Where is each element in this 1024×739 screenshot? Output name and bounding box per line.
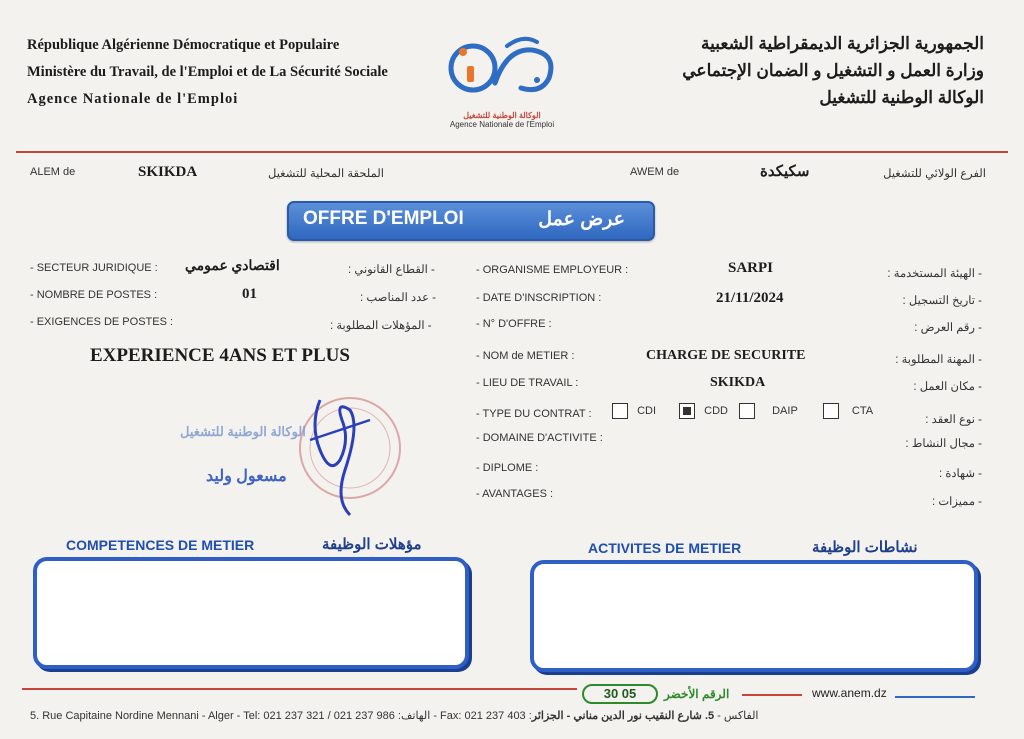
website-link[interactable]: www.anem.dz bbox=[812, 686, 887, 700]
offre-label-ar: - رقم العرض : bbox=[914, 322, 982, 334]
metier-value: CHARGE DE SECURITE bbox=[646, 348, 806, 363]
contrat-label-ar: - نوع العقد : bbox=[925, 414, 982, 426]
agency-name-ar: الوكالة الوطنية للتشغيل bbox=[819, 88, 984, 107]
anem-logo-icon bbox=[437, 28, 567, 108]
logo-caption-ar: الوكالة الوطنية للتشغيل bbox=[463, 111, 541, 120]
anem-logo bbox=[432, 28, 572, 143]
header-divider bbox=[16, 151, 1008, 153]
postes-label-ar: - عدد المناصب : bbox=[360, 292, 437, 304]
postes-value: 01 bbox=[242, 286, 257, 302]
diplome-label: - DIPLOME : bbox=[476, 462, 539, 474]
offer-title-ar: عرض عمل bbox=[538, 209, 625, 230]
option-cdd: CDD bbox=[704, 404, 728, 417]
checkbox-cta[interactable] bbox=[823, 403, 839, 419]
postes-label: - NOMBRE DE POSTES : bbox=[30, 289, 158, 301]
checkbox-cdi[interactable] bbox=[612, 403, 628, 419]
green-number-label-ar: الرقم الأخضر bbox=[664, 687, 730, 701]
secteur-label: - SECTEUR JURIDIQUE : bbox=[30, 262, 158, 274]
offre-label: - N° D'OFFRE : bbox=[476, 318, 552, 330]
domaine-label: - DOMAINE D'ACTIVITE : bbox=[476, 432, 603, 444]
offer-title-banner bbox=[287, 201, 655, 241]
option-cta: CTA bbox=[851, 404, 874, 417]
green-number: 30 05 bbox=[603, 686, 637, 701]
alem-label-ar: الملحقة المحلية للتشغيل bbox=[268, 168, 384, 180]
alem-value: SKIKDA bbox=[138, 164, 198, 180]
competences-title-ar: مؤهلات الوظيفة bbox=[322, 536, 422, 553]
republic-name-fr: République Algérienne Démocratique et Populaire bbox=[27, 37, 340, 53]
activites-title: ACTIVITES DE METIER bbox=[588, 540, 742, 556]
awem-value: سكيكدة bbox=[760, 164, 810, 180]
activites-title-ar: نشاطات الوظيفة bbox=[812, 539, 918, 556]
competences-title: COMPETENCES DE METIER bbox=[66, 537, 255, 553]
stamp-ar: الوكالة الوطنية للتشغيل bbox=[180, 424, 306, 439]
alem-label: ALEM de bbox=[30, 166, 76, 178]
exigences-label: - EXIGENCES DE POSTES : bbox=[30, 316, 174, 328]
agency-name-fr: Agence Nationale de l'Emploi bbox=[27, 91, 239, 107]
org-label: - ORGANISME EMPLOYEUR : bbox=[476, 264, 629, 276]
footer-blue-line bbox=[895, 696, 975, 698]
green-number-badge bbox=[582, 684, 658, 704]
activites-panel[interactable] bbox=[530, 560, 978, 672]
contrat-options bbox=[612, 403, 873, 419]
exigences-label-ar: - المؤهلات المطلوبة : bbox=[330, 320, 432, 332]
checkbox-daip[interactable] bbox=[739, 403, 755, 419]
avantages-label-ar: - مميزات : bbox=[931, 496, 982, 508]
footer-address-ar: 5. شارع النقيب نور الدين مناني - الجزائر bbox=[531, 710, 715, 722]
header-ar bbox=[682, 30, 984, 111]
secteur-label-ar: - القطاع القانوني : bbox=[348, 264, 435, 276]
ministry-name-fr: Ministère du Travail, de l'Emploi et de La Sécurité Sociale bbox=[27, 64, 388, 80]
org-value: SARPI bbox=[728, 260, 774, 276]
lieu-value: SKIKDA bbox=[710, 375, 766, 390]
offer-title-fr: OFFRE D'EMPLOI bbox=[303, 208, 464, 229]
republic-name-ar: الجمهورية الجزائرية الديمقراطية الشعبية bbox=[701, 34, 984, 53]
exigences-value: EXPERIENCE 4ANS ET PLUS bbox=[90, 345, 350, 366]
ministry-name-ar: وزارة العمل و التشغيل و الضمان الإجتماعي bbox=[682, 61, 984, 80]
awem-label: AWEM de bbox=[630, 166, 680, 178]
footer-red-line-2 bbox=[742, 694, 802, 696]
contrat-label: - TYPE DU CONTRAT : bbox=[476, 408, 592, 420]
checkbox-cdd[interactable] bbox=[679, 403, 695, 419]
stamp-name: مسعول وليد bbox=[206, 468, 287, 485]
footer-red-line bbox=[22, 688, 577, 690]
footer-address bbox=[30, 709, 759, 722]
metier-label-ar: - المهنة المطلوبة : bbox=[895, 354, 982, 366]
secteur-value: اقتصادي عمومي bbox=[185, 259, 280, 274]
domaine-label-ar: - مجال النشاط : bbox=[905, 438, 982, 450]
org-label-ar: - الهيئة المستخدمة : bbox=[887, 268, 982, 280]
official-stamp bbox=[170, 380, 410, 520]
metier-label: - NOM de METIER : bbox=[476, 350, 575, 362]
date-value: 21/11/2024 bbox=[716, 290, 784, 306]
header-fr bbox=[27, 32, 388, 113]
date-label-ar: - تاريخ التسجيل : bbox=[902, 295, 982, 307]
diplome-label-ar: - شهادة : bbox=[938, 468, 982, 480]
logo-caption-fr: Agence Nationale de l'Emploi bbox=[449, 120, 555, 129]
competences-panel[interactable] bbox=[33, 557, 469, 669]
lieu-label-ar: - مكان العمل : bbox=[913, 381, 982, 393]
stamp-signature-icon bbox=[170, 380, 410, 520]
footer-address-fr: 5. Rue Capitaine Nordine Mennani - Alger - Tel: 021 237 321 / 021 237 986 :الهاتف - Fax: 021 237 403 :الفاكس - bbox=[30, 710, 759, 722]
awem-label-ar: الفرع الولائي للتشغيل bbox=[883, 168, 986, 180]
date-label: - DATE D'INSCRIPTION : bbox=[476, 292, 602, 304]
lieu-label: - LIEU DE TRAVAIL : bbox=[476, 377, 579, 389]
option-cdi: CDI bbox=[637, 404, 657, 417]
avantages-label: - AVANTAGES : bbox=[476, 488, 554, 500]
option-daip: DAIP bbox=[772, 404, 798, 417]
